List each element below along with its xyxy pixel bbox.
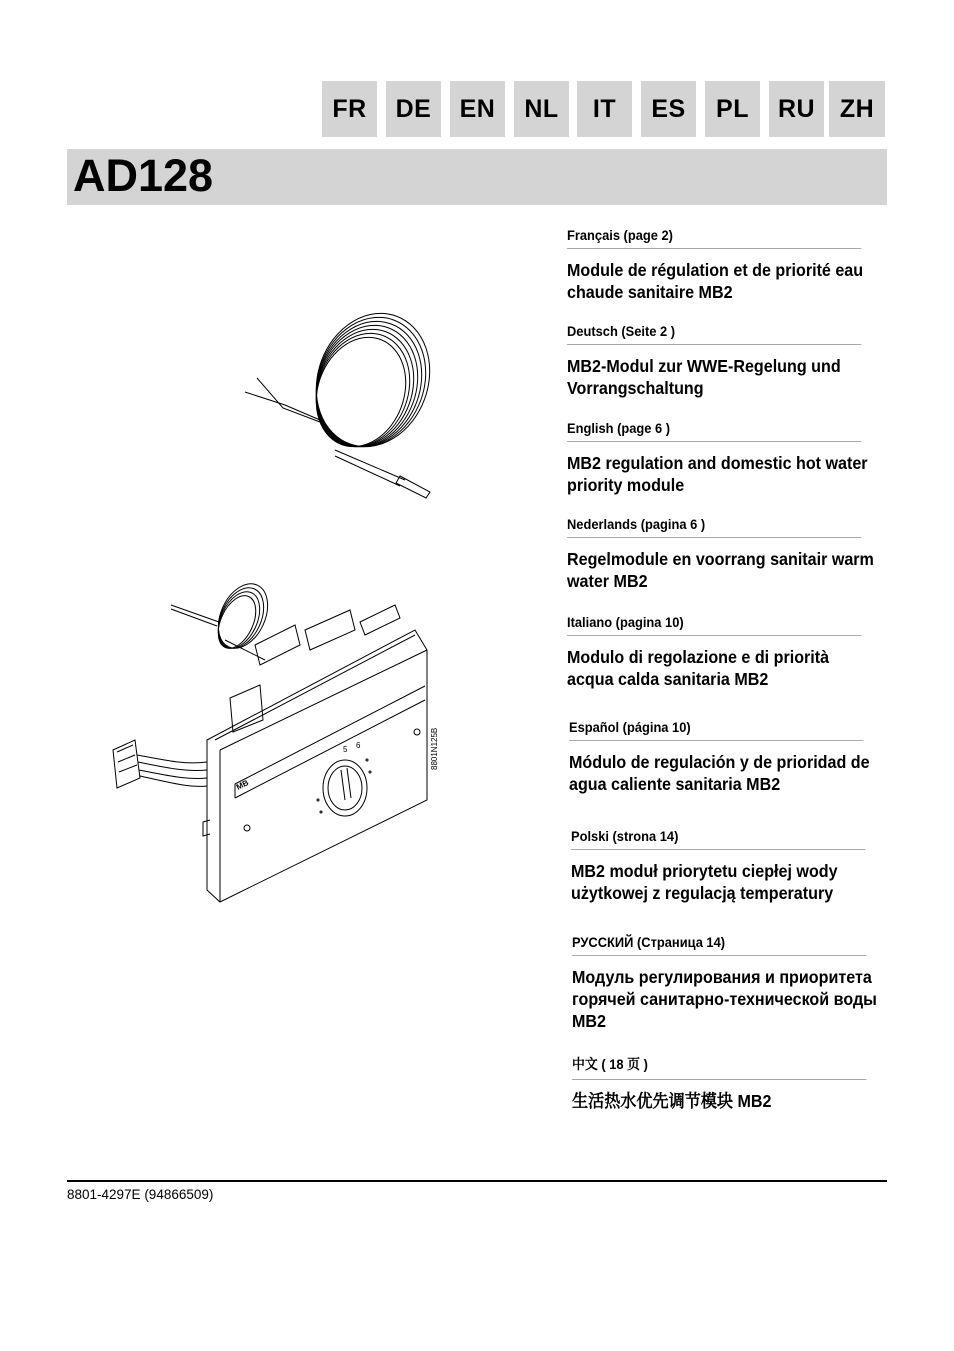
footer-rule [67, 1180, 887, 1182]
entry-title: Модуль регулирования и приоритета горячей санитарно-технической воды MB2 [572, 967, 877, 1031]
entry-title: Modulo di regolazione e di priorità acqua calda sanitaria MB2 [567, 647, 830, 689]
product-illustration [95, 300, 555, 920]
sensor-cable-coil-large [245, 300, 448, 498]
entry-title: 生活热水优先调节模块 MB2 [572, 1091, 772, 1111]
contents-entry-nl [567, 516, 887, 592]
entry-heading: Français (page 2) [567, 227, 861, 249]
contents-entry-pl [571, 828, 891, 904]
connector-plug [113, 740, 207, 788]
entry-heading: Español (página 10) [569, 719, 863, 741]
entry-title: MB2 moduł priorytetu ciepłej wody użytkowej z regulacją temperatury [571, 861, 838, 903]
entry-heading: Nederlands (pagina 6 ) [567, 516, 861, 538]
entry-title: Módulo de regulación y de prioridad de agua caliente sanitaria MB2 [569, 752, 870, 794]
entry-title: MB2 regulation and domestic hot water priority module [567, 453, 868, 495]
entry-heading: English (page 6 ) [567, 420, 861, 442]
entry-heading: Deutsch (Seite 2 ) [567, 323, 861, 345]
dial-label-5: 5 [343, 745, 348, 754]
lang-tab-it[interactable]: IT [577, 81, 632, 137]
contents-entry-fr [567, 227, 887, 303]
sensor-cable-coil-small [171, 576, 277, 660]
contents-entry-ru [572, 934, 892, 1032]
entry-heading: РУССКИЙ (Страница 14) [572, 934, 866, 956]
contents-entry-es [569, 719, 889, 795]
module-label: MB [234, 778, 251, 792]
title-bar [67, 149, 887, 205]
lang-tab-es[interactable]: ES [641, 81, 696, 137]
lang-tab-ru[interactable]: RU [769, 81, 824, 137]
lang-tab-nl[interactable]: NL [514, 81, 569, 137]
lang-tab-pl[interactable]: PL [705, 81, 760, 137]
contents-entry-de [567, 323, 887, 399]
lang-tab-de[interactable]: DE [386, 81, 441, 137]
contents-entry-it [567, 614, 887, 690]
figure-reference: 8801N125B [430, 727, 439, 770]
contents-entry-zh [572, 1054, 892, 1112]
lang-tab-fr[interactable]: FR [322, 81, 377, 137]
entry-title: MB2-Modul zur WWE-Regelung und Vorrangschaltung [567, 356, 841, 398]
document-code: 8801-4297E (94866509) [67, 1187, 214, 1202]
entry-title: Regelmodule en voorrang sanitair warm water MB2 [567, 549, 874, 591]
language-bar [322, 81, 888, 137]
entry-title: Module de régulation et de priorité eau chaude sanitaire MB2 [567, 260, 864, 302]
document-title: AD128 [73, 150, 214, 201]
dial-label-6: 6 [356, 741, 361, 750]
entry-heading: 中文 ( 18 页 ) [572, 1054, 866, 1080]
entry-heading: Italiano (pagina 10) [567, 614, 861, 636]
contents-entry-en [567, 420, 887, 496]
mb2-module-body [203, 605, 427, 902]
entry-heading: Polski (strona 14) [571, 828, 865, 850]
lang-tab-zh[interactable]: ZH [829, 81, 885, 137]
lang-tab-en[interactable]: EN [450, 81, 505, 137]
